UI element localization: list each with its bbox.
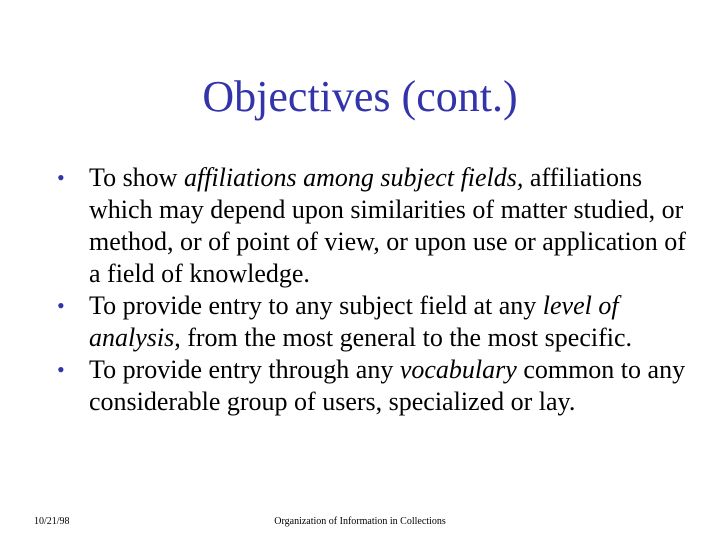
bullet-text-post: , from the most general to the most specific. [174,323,633,352]
bullet-text [89,355,685,416]
bullet-dot-icon: • [57,165,65,190]
footer-title: Organization of Information in Collections [274,516,446,527]
bullet-text-pre: To provide entry to any subject field at any [89,291,543,320]
bullet-item [57,290,697,354]
bullet-text-pre: To provide entry through any [89,355,400,384]
footer-date: 10/21/98 [34,516,70,527]
bullet-text-post: common to any considerable group of users, specialized or lay. [89,355,686,416]
bullet-text-emphasis: vocabulary [399,355,517,384]
bullet-dot-icon: • [57,293,65,318]
bullet-text-pre: To show [89,163,184,192]
slide-title: Objectives (cont.) [202,72,518,121]
bullet-text-emphasis: affiliations among subject fields, [183,163,524,192]
bullet-dot-icon: • [57,357,65,382]
bullet-item [57,162,697,290]
bullet-item [57,354,697,418]
bullet-text-post: affiliations which may depend upon similarities of matter studied, or method, or of point of view, or upon use or application of a field of knowledge. [89,163,686,288]
bullet-text [89,291,632,352]
bullet-text [89,163,686,288]
bullet-text-emphasis: level of analysis [89,291,619,352]
bullet-list [57,162,697,418]
